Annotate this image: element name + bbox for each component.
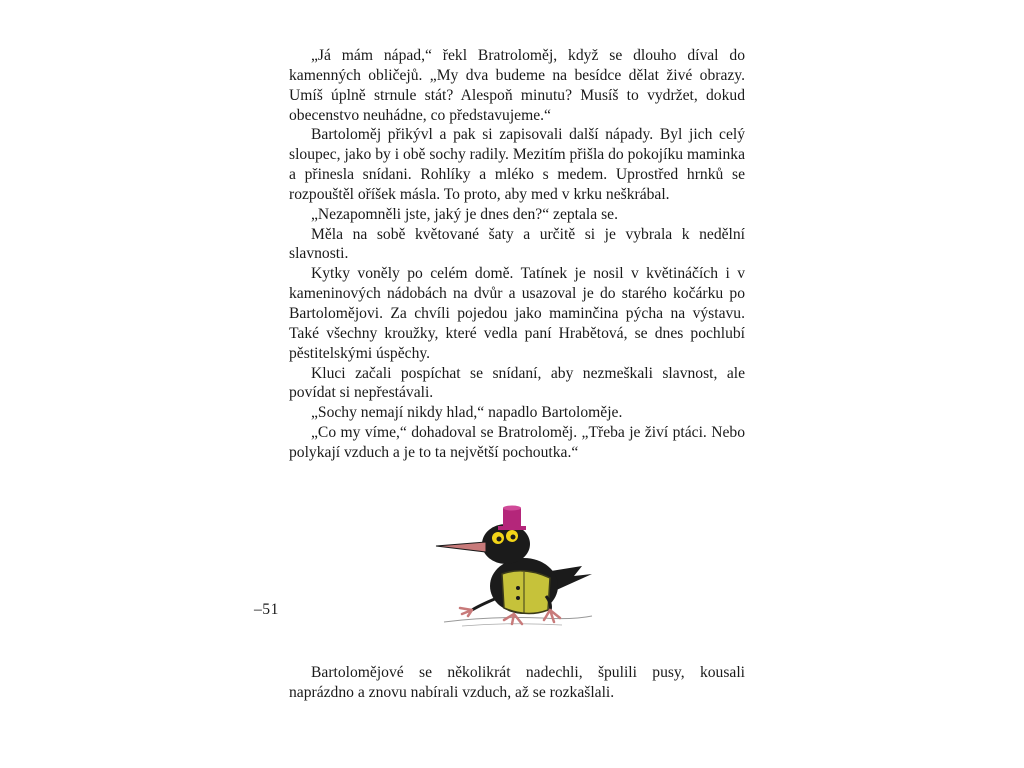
- paragraph: Bartoloměj přikývl a pak si zapisovali další nápady. Byl jich celý sloupec, jako by i obě sochy radily. Mezitím přišla do pokojíku maminka a přinesla snídani. Rohlíky a mléko s medem. Uprostřed hrnků se rozpouštěl oříšek másla. To proto, aby med v krku neškrábal.: [289, 126, 745, 203]
- paragraph: Měla na sobě květované šaty a určitě si je vybrala k nedělní slavnosti.: [289, 225, 745, 263]
- paragraph: „Sochy nemají nikdy hlad,“ napadlo Bartoloměje.: [311, 404, 623, 422]
- crow-in-top-hat-icon: [432, 496, 612, 636]
- paragraph: „Nezapomněli jste, jaký je dnes den?“ zeptala se.: [311, 205, 618, 223]
- page-number: –51: [254, 601, 279, 618]
- body-text-top: [289, 46, 745, 463]
- paragraph: „Já mám nápad,“ řekl Bratroloměj, když se dlouho díval do kamenných obličejů. „My dva budeme na besídce dělat živé obrazy. Umíš úplně strnule stát? Alespoň minutu? Musíš to vydržet, dokud obecenstvo neuhádne, co představujeme.“: [289, 47, 745, 124]
- paragraph: Kytky voněly po celém domě. Tatínek je nosil v květináčích i v kameninových nádobách na dvůr a usazoval je do starého kočárku po Bartolomějovi. Za chvíli pojedou jako maminčina pýcha na výstavu. Také všechny kroužky, které vedla paní Hrabětová, se dnes pochlubí pěstitelskými úspěchy.: [289, 265, 745, 362]
- body-text-bottom: [289, 663, 745, 703]
- paragraph: Kluci začali pospíchat se snídaní, aby nezmeškali slavnost, ale povídat si nepřestávali.: [289, 364, 745, 402]
- paragraph: „Co my víme,“ dohadoval se Bratroloměj. „Třeba je živí ptáci. Nebo polykají vzduch a je to ta největší pochoutka.“: [289, 424, 745, 461]
- paragraph: Bartolomějové se několikrát nadechli, špulili pusy, kousali naprázdno a znovu nabírali vzduch, až se rozkašlali.: [289, 664, 745, 701]
